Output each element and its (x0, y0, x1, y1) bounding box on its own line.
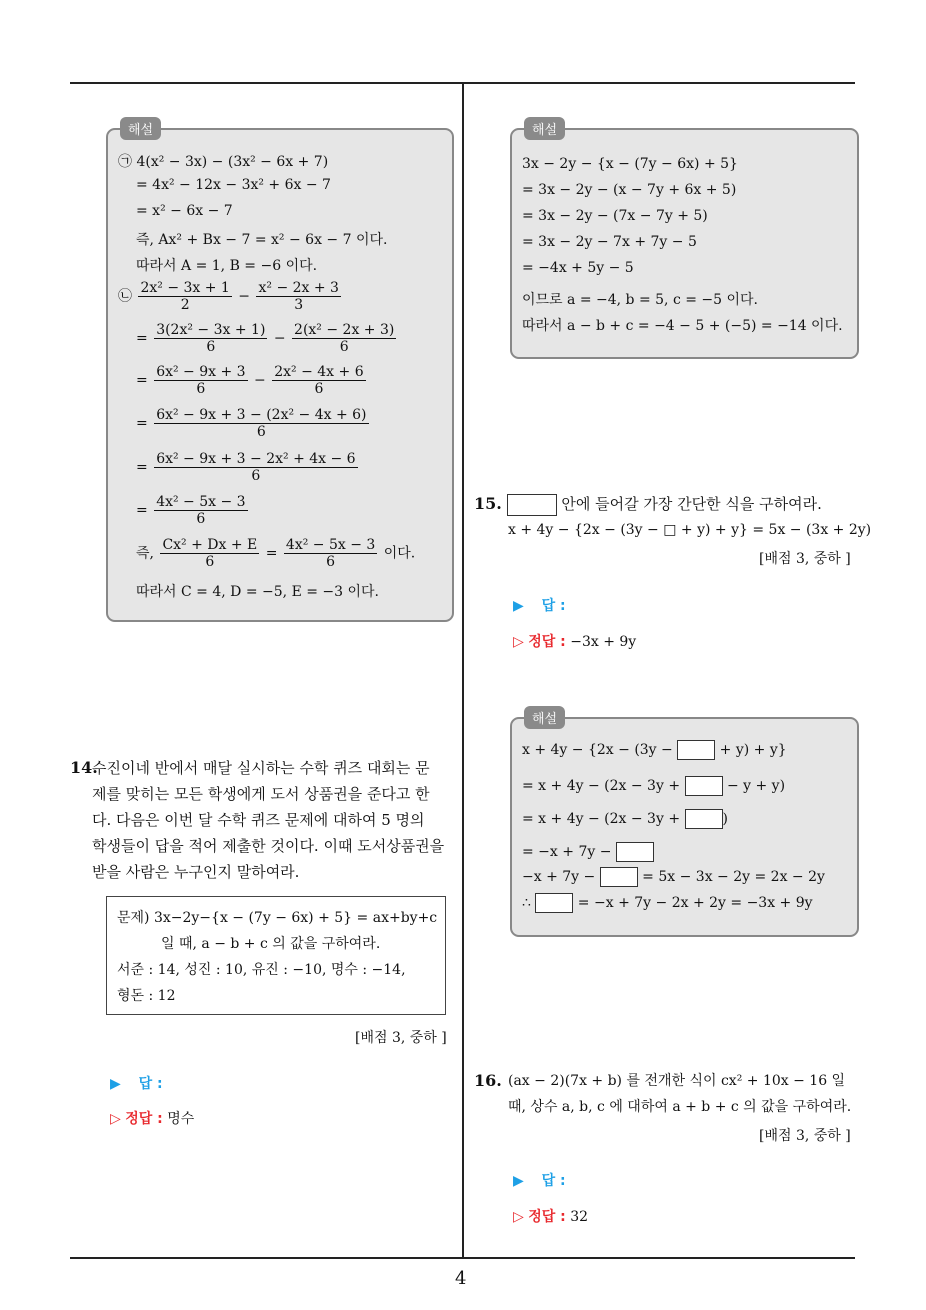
fraction: $\frac{\text{2(x² − 2x + 3)}}{6}$ (294, 322, 395, 355)
question-text: 때, 상수 a, b, c 에 대하여 a + b + c 의 값을 구하여라. (508, 1099, 852, 1115)
sol-line: −x + 7y − = 5x − 3x − 2y = 2x − 2y (522, 869, 825, 885)
answer-blank (507, 494, 557, 516)
fraction: $\frac{\text{Cx² + Dx + E}}{6}$ (162, 537, 258, 570)
blank-box (685, 809, 723, 829)
frac-row: = $\frac{\text{6x² − 9x + 3 − 2x² + 4x − 6}}{6}$ (136, 451, 356, 484)
sol-line: ㉠ 4(x² − 3x) − (3x² − 6x + 7) (118, 154, 329, 170)
sol-line: = −4x + 5y − 5 (522, 260, 634, 276)
sol-line: = x + 4y − (2x − 3y + − y + y) (522, 778, 786, 794)
blank-box (685, 776, 723, 796)
frac-row: = $\frac{\text{4x² − 5x − 3}}{6}$ (136, 494, 246, 527)
frac-row: = $\frac{\text{6x² − 9x + 3}}{6}$ − $\frac{\text{2x² − 4x + 6}}{6}$ (136, 364, 364, 397)
sol-line: 따라서 A = 1, B = −6 이다. (136, 258, 318, 274)
sol-line: = 3x − 2y − 7x + 7y − 5 (522, 234, 697, 250)
play-icon: ▶ (513, 598, 524, 614)
column-divider (462, 82, 464, 1257)
question-number: 15. (474, 494, 502, 513)
answer-label: 답 : (541, 1173, 566, 1189)
sol-line: ∴ = −x + 7y − 2x + 2y = −3x + 9y (522, 895, 813, 911)
sol-line: x + 4y − {2x − (3y − + y) + y} (522, 742, 787, 758)
page-number: 4 (455, 1268, 467, 1289)
play-icon: ▶ (513, 1173, 524, 1189)
question-text: 받을 사람은 누구인지 말하여라. (92, 863, 300, 881)
frac-row: ㉡ $\frac{\text{2x² − 3x + 1}}{2}$ − $\frac{\text{x² − 2x + 3}}{3}$ (118, 280, 339, 313)
play-icon: ▶ (110, 1076, 121, 1092)
question-text: 안에 들어갈 가장 간단한 식을 구하여라. (561, 495, 822, 513)
triangle-icon: ▷ (513, 634, 524, 650)
question-text: 다. 다음은 이번 달 수학 퀴즈 문제에 대하여 5 명의 (92, 811, 425, 829)
correct-value: 32 (570, 1209, 589, 1225)
circle-label: ㉡ (118, 288, 132, 305)
fraction: $\frac{\text{x² − 2x + 3}}{3}$ (258, 280, 339, 313)
sol-line: = 3x − 2y − (x − 7y + 6x + 5) (522, 182, 737, 198)
bottom-rule (70, 1257, 855, 1259)
solution-tag: 해설 (120, 117, 161, 140)
blank-box (600, 867, 638, 887)
answer-label: 답 : (138, 1076, 163, 1092)
question-15 (474, 491, 864, 517)
frac-row: = $\frac{\text{3(2x² − 3x + 1)}}{6}$ − $\frac{\text{2(x² − 2x + 3)}}{6}$ (136, 322, 395, 355)
answer-label: 답 : (541, 598, 566, 614)
problem-line: 서준 : 14, 성진 : 10, 유진 : −10, 명수 : −14, (117, 962, 406, 978)
problem-line: 형돈 : 12 (117, 988, 176, 1004)
equation: x + 4y − {2x − (3y − □ + y) + y} = 5x − (3x + 2y) (508, 522, 872, 538)
sol-line: = x + 4y − (2x − 3y + ) (522, 811, 728, 827)
sol-line: 이므로 a = −4, b = 5, c = −5 이다. (522, 292, 758, 308)
correct-row (513, 631, 636, 651)
sol-line: 즉, Ax² + Bx − 7 = x² − 6x − 7 이다. (136, 232, 388, 248)
score-label: [배점 3, 중하 ] (759, 1128, 851, 1144)
score-label: [배점 3, 중하 ] (355, 1030, 447, 1046)
question-number: 14. (70, 758, 98, 777)
fraction: $\frac{\text{6x² − 9x + 3}}{6}$ (156, 364, 246, 397)
fraction: $\frac{\text{6x² − 9x + 3 − (2x² − 4x + 6)}}{6}$ (156, 407, 367, 440)
sol-line: = x² − 6x − 7 (136, 203, 233, 219)
triangle-icon: ▷ (513, 1209, 524, 1225)
blank-box (535, 893, 573, 913)
solution-tag: 해설 (524, 706, 565, 729)
fraction: $\frac{\text{4x² − 5x − 3}}{6}$ (285, 537, 376, 570)
answer-row (513, 595, 566, 615)
problem-line: 문제) 3x−2y−{x − (7y − 6x) + 5} = ax+by+c (117, 910, 438, 926)
correct-label: 정답 : (125, 1111, 163, 1127)
fraction: $\frac{\text{4x² − 5x − 3}}{6}$ (156, 494, 246, 527)
sol-line: 3x − 2y − {x − (7y − 6x) + 5} (522, 156, 738, 172)
correct-value: −3x + 9y (570, 634, 637, 650)
sol-line: = 4x² − 12x − 3x² + 6x − 7 (136, 177, 331, 193)
question-text: (ax − 2)(7x + b) 를 전개한 식이 cx² + 10x − 16 일 (508, 1073, 846, 1089)
solution-tag: 해설 (524, 117, 565, 140)
fraction: $\frac{\text{2x² − 4x + 6}}{6}$ (274, 364, 364, 397)
fraction: $\frac{\text{2x² − 3x + 1}}{2}$ (140, 280, 230, 313)
question-text: 학생들이 답을 적어 제출한 것이다. 이때 도서상품권을 (92, 837, 445, 855)
answer-row (110, 1073, 163, 1093)
correct-row (513, 1206, 588, 1226)
sol-line: = −x + 7y − (522, 842, 654, 862)
correct-row (110, 1108, 194, 1128)
blank-box (677, 740, 715, 760)
sol-line: 따라서 a − b + c = −4 − 5 + (−5) = −14 이다. (522, 318, 843, 334)
score-label: [배점 3, 중하 ] (759, 551, 851, 567)
question-text: 수진이네 반에서 매달 실시하는 수학 퀴즈 대회는 문 (92, 759, 430, 777)
correct-label: 정답 : (528, 1209, 566, 1225)
sol-line: = 3x − 2y − (7x − 7y + 5) (522, 208, 708, 224)
question-text: 제를 맞히는 모든 학생에게 도서 상품권을 준다고 한 (92, 785, 430, 803)
sol-line: 따라서 C = 4, D = −5, E = −3 이다. (136, 584, 380, 600)
answer-row (513, 1170, 566, 1190)
triangle-icon: ▷ (110, 1111, 121, 1127)
fraction: $\frac{\text{6x² − 9x + 3 − 2x² + 4x − 6}}{6}$ (156, 451, 356, 484)
question-number: 16. (474, 1071, 502, 1090)
fraction: $\frac{\text{3(2x² − 3x + 1)}}{6}$ (156, 322, 266, 355)
frac-row: = $\frac{\text{6x² − 9x + 3 − (2x² − 4x + 6)}}{6}$ (136, 407, 367, 440)
frac-row: 즉, $\frac{\text{Cx² + Dx + E}}{6}$ = $\frac{\text{4x² − 5x − 3}}{6}$ 이다. (136, 537, 416, 570)
problem-box (106, 896, 446, 1015)
correct-label: 정답 : (528, 634, 566, 650)
problem-line: 일 때, a − b + c 의 값을 구하여라. (161, 936, 381, 952)
correct-value: 명수 (167, 1111, 195, 1127)
blank-box (616, 842, 654, 862)
